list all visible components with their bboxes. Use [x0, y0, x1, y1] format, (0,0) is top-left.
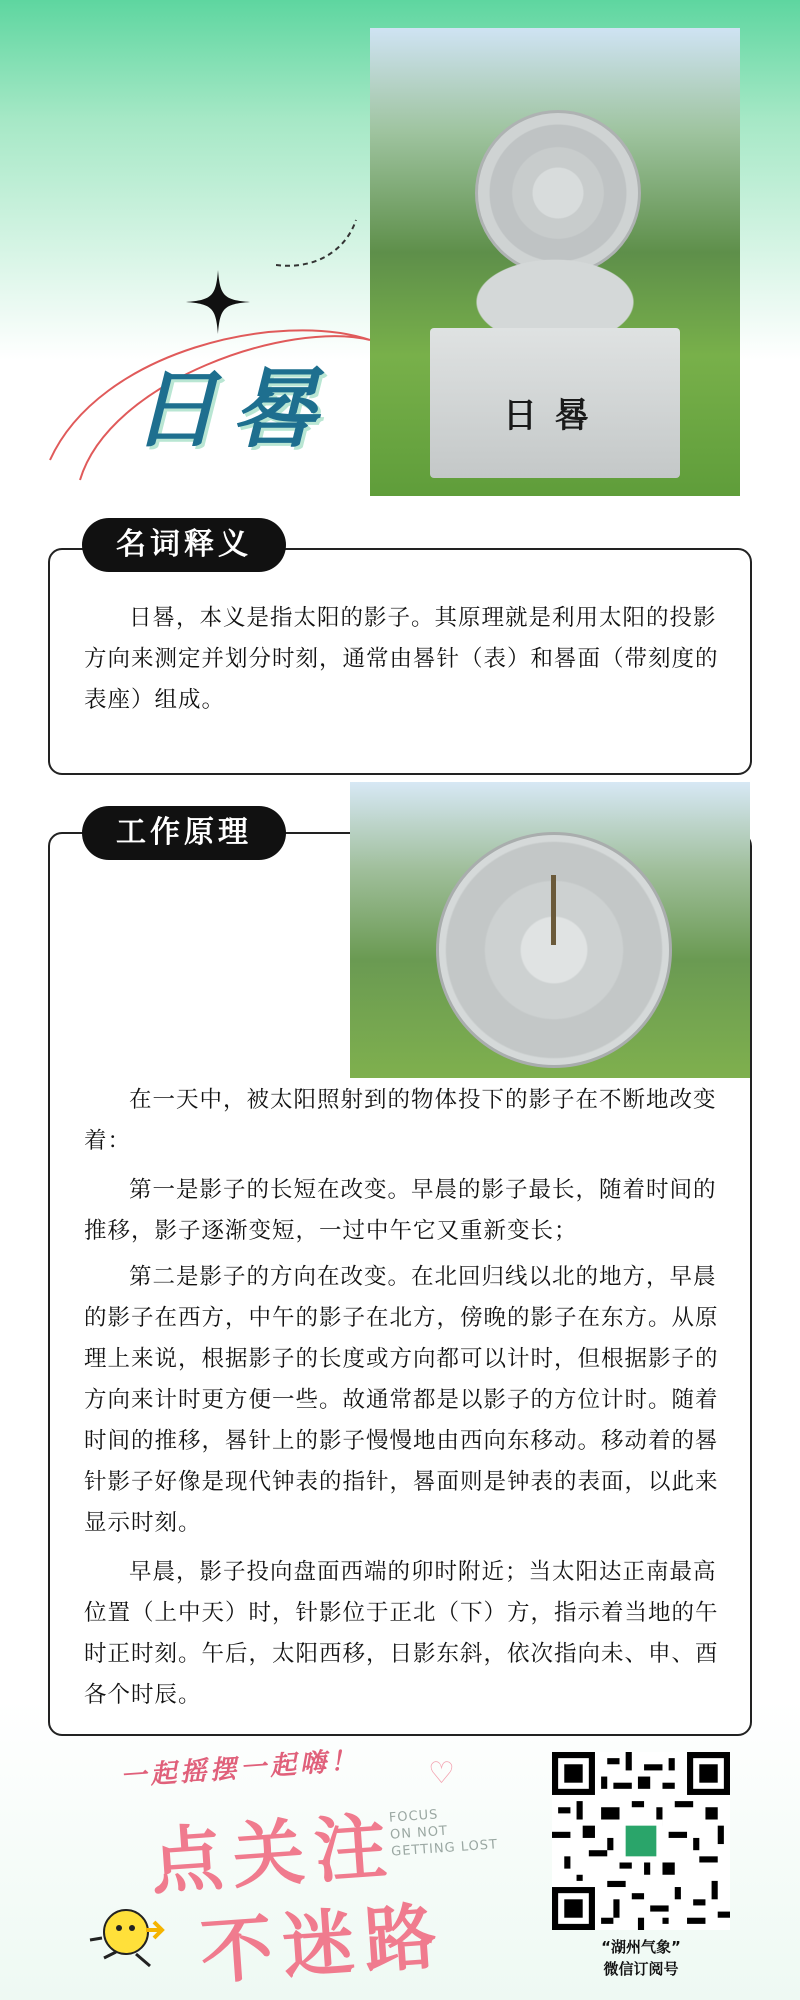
slogan-not-lost: 不迷路: [197, 1893, 450, 1995]
slogan-english-line: FOCUS: [388, 1807, 439, 1826]
page-title: 日晷: [132, 360, 332, 460]
heart-icon: ♡: [428, 1756, 455, 1791]
qr-caption-account: “湖州气象”: [601, 1938, 681, 1956]
principle-paragraph: 第二是影子的方向在改变。在北回归线以北的地方，早晨的影子在西方，中午的影子在北方，傍晚的影子在东方。从原理上来说，根据影子的长度或方向都可以计时，但根据影子的方向来计时更方便一些。故通常都是以影子的方位计时。随着时间的推移，晷针上的影子慢慢地由西向东移动。移动着的晷针影子好像是现代钟表的指针，晷面则是钟表的表面，以此来显示时刻。: [84, 1264, 719, 1536]
qr-caption: [530, 1936, 752, 1980]
running-mascot-icon: [86, 1900, 166, 1980]
gnomon-needle: [551, 875, 556, 945]
engraved-label: 日晷: [503, 396, 607, 436]
cloud-carving: [455, 248, 655, 338]
qr-caption-type: 微信订阅号: [603, 1960, 679, 1978]
sundial-photo-top: [370, 28, 740, 496]
section-label-principle: 工作原理: [82, 806, 286, 860]
slogan-follow: 点关注: [147, 1803, 400, 1905]
slogan-english: [388, 1802, 498, 1860]
slogan-small: 一起摇摆一起嗨！: [119, 1745, 361, 1793]
sparkle-star-icon: [186, 270, 250, 334]
section-label-definition: 名词释义: [82, 518, 286, 572]
slogan-english-line: GETTING LOST: [390, 1837, 499, 1860]
definition-text: 日晷，本义是指太阳的影子。其原理就是利用太阳的投影方向来测定并划分时刻，通常由晷针（表）和晷面（带刻度的表座）组成。: [84, 605, 719, 713]
principle-paragraph: 第一是影子的长短在改变。早晨的影子最长，随着时间的推移，影子逐渐变短，一过中午它又重新变长；: [84, 1177, 717, 1244]
sundial-photo-closeup: [350, 782, 750, 1078]
principle-paragraph: 早晨，影子投向盘面西端的卯时附近；当太阳达正南最高位置（上中天）时，针影位于正北（下）方，指示着当地的午时正时刻。午后，太阳西移，日影东斜，依次指向未、申、酉各个时辰。: [84, 1559, 719, 1708]
sundial-dial-closeup: [436, 832, 672, 1068]
qr-code[interactable]: [552, 1752, 730, 1930]
slogan-english-line: ON NOT: [389, 1823, 449, 1843]
principle-paragraph: 在一天中，被太阳照射到的物体投下的影子在不断地改变着：: [84, 1087, 717, 1154]
dashed-swirl-decoration: [276, 210, 396, 280]
